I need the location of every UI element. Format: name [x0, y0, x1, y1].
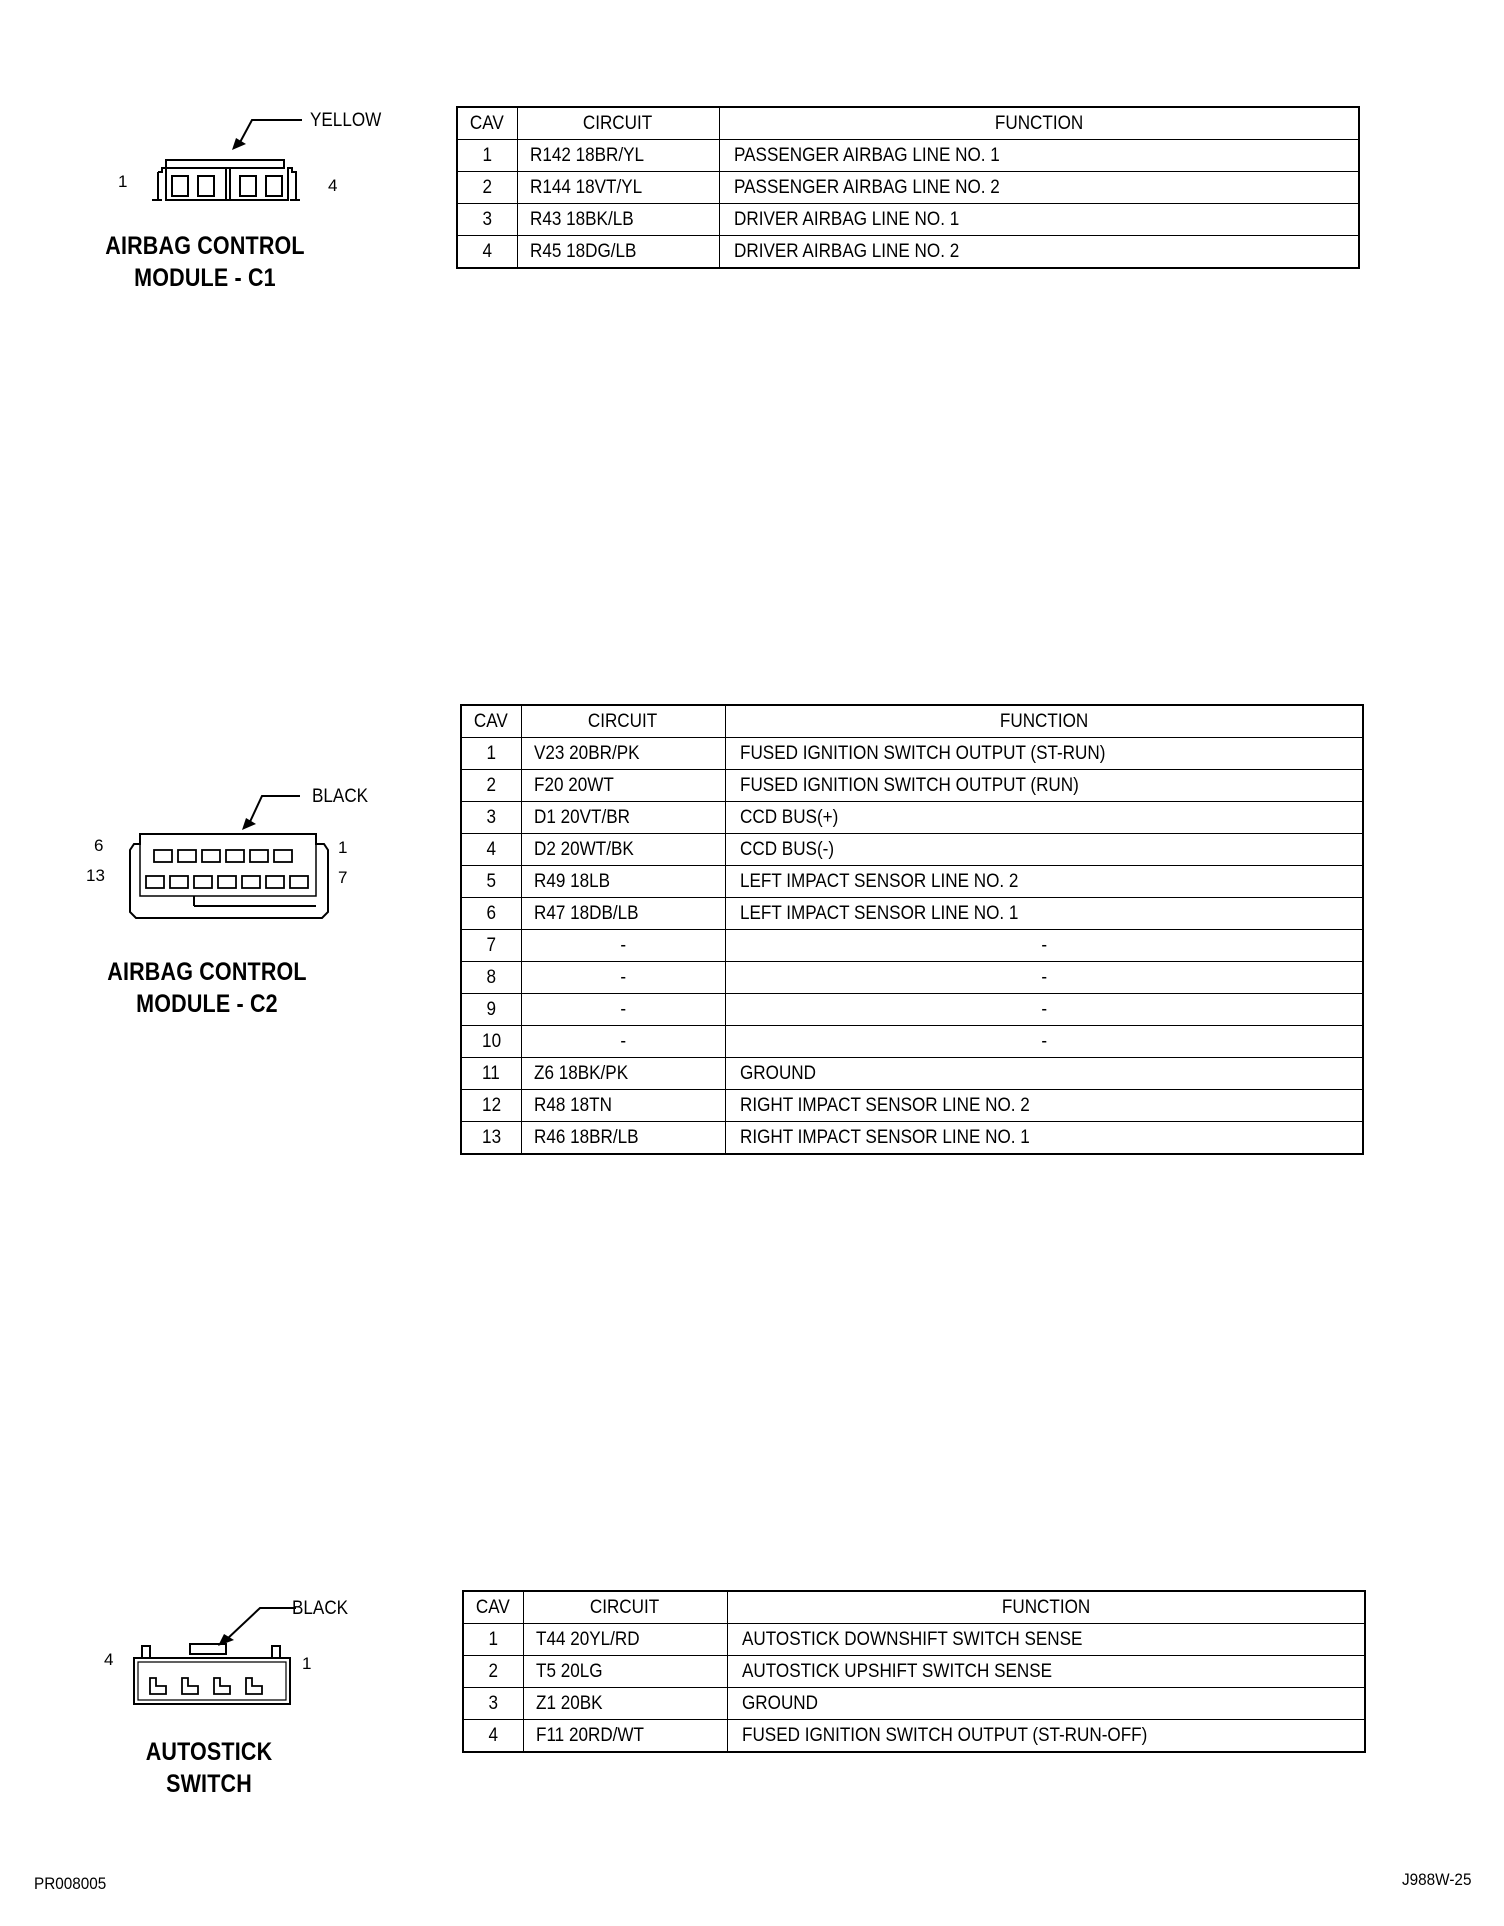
- cell-circuit: R49 18LB: [521, 866, 725, 898]
- cell-cav: 4: [457, 236, 517, 269]
- header-circuit: CIRCUIT: [523, 1591, 727, 1624]
- connector-name-line1: AIRBAG CONTROL: [107, 958, 307, 986]
- table-header-row: [457, 107, 1359, 140]
- cell-cav: 2: [461, 770, 521, 802]
- cell-function: AUTOSTICK DOWNSHIFT SWITCH SENSE: [727, 1624, 1365, 1656]
- cell-cav: 1: [461, 738, 521, 770]
- table-row: [461, 1090, 1363, 1122]
- connector-name-line2: MODULE - C2: [136, 990, 278, 1018]
- cell-circuit: T5 20LG: [523, 1656, 727, 1688]
- cell-cav: 1: [463, 1624, 523, 1656]
- cell-circuit: D1 20VT/BR: [521, 802, 725, 834]
- cell-circuit: V23 20BR/PK: [521, 738, 725, 770]
- cell-function: GROUND: [725, 1058, 1363, 1090]
- cell-circuit: Z1 20BK: [523, 1688, 727, 1720]
- connector-color-label: BLACK: [312, 786, 369, 807]
- table-row: [461, 802, 1363, 834]
- cell-circuit: -: [521, 930, 725, 962]
- header-circuit: CIRCUIT: [517, 107, 719, 140]
- cell-function: CCD BUS(+): [725, 802, 1363, 834]
- table-row: [457, 236, 1359, 269]
- cell-cav: 4: [463, 1720, 523, 1753]
- cell-circuit: R142 18BR/YL: [517, 140, 719, 172]
- cell-function: FUSED IGNITION SWITCH OUTPUT (RUN): [725, 770, 1363, 802]
- table-row: [461, 834, 1363, 866]
- cell-circuit: -: [521, 962, 725, 994]
- cell-circuit: F20 20WT: [521, 770, 725, 802]
- connector-name: [93, 1736, 325, 1800]
- table-row: [461, 1122, 1363, 1155]
- table-row: [461, 994, 1363, 1026]
- pinout-table-c2: [460, 704, 1364, 1155]
- connector-color-label: BLACK: [292, 1598, 349, 1619]
- cell-function: FUSED IGNITION SWITCH OUTPUT (ST-RUN): [725, 738, 1363, 770]
- header-cav: CAV: [461, 705, 521, 738]
- cell-function: LEFT IMPACT SENSOR LINE NO. 1: [725, 898, 1363, 930]
- cell-cav: 8: [461, 962, 521, 994]
- cell-cav: 7: [461, 930, 521, 962]
- cell-cav: 13: [461, 1122, 521, 1155]
- cell-circuit: R48 18TN: [521, 1090, 725, 1122]
- header-function: FUNCTION: [719, 107, 1359, 140]
- cell-circuit: R45 18DG/LB: [517, 236, 719, 269]
- header-function: FUNCTION: [727, 1591, 1365, 1624]
- cell-function: GROUND: [727, 1688, 1365, 1720]
- autostick-switch-diagram: [120, 1596, 320, 1716]
- table-row: [461, 962, 1363, 994]
- connector-name-line2: SWITCH: [166, 1770, 252, 1798]
- table-row: [461, 866, 1363, 898]
- cell-circuit: R46 18BR/LB: [521, 1122, 725, 1155]
- pin-label-top-left: 6: [94, 836, 104, 855]
- pin-label-top-right: 1: [338, 838, 348, 857]
- cell-function: PASSENGER AIRBAG LINE NO. 2: [719, 172, 1359, 204]
- cell-function: FUSED IGNITION SWITCH OUTPUT (ST-RUN-OFF): [727, 1720, 1365, 1753]
- cell-cav: 1: [457, 140, 517, 172]
- table-row: [461, 1058, 1363, 1090]
- table-row: [457, 204, 1359, 236]
- connector-name: [91, 956, 323, 1020]
- cell-function: -: [725, 962, 1363, 994]
- pin-label-bottom-right: 7: [338, 868, 348, 887]
- cell-function: LEFT IMPACT SENSOR LINE NO. 2: [725, 866, 1363, 898]
- table-header-row: [463, 1591, 1365, 1624]
- cell-cav: 2: [457, 172, 517, 204]
- cell-function: CCD BUS(-): [725, 834, 1363, 866]
- header-cav: CAV: [457, 107, 517, 140]
- table-row: [461, 898, 1363, 930]
- table-header-row: [461, 705, 1363, 738]
- pinout-table-c1: [456, 106, 1360, 269]
- table-row: [457, 140, 1359, 172]
- cell-function: DRIVER AIRBAG LINE NO. 2: [719, 236, 1359, 269]
- cell-cav: 3: [463, 1688, 523, 1720]
- cell-circuit: D2 20WT/BK: [521, 834, 725, 866]
- cell-circuit: R47 18DB/LB: [521, 898, 725, 930]
- cell-cav: 3: [457, 204, 517, 236]
- table-row: [463, 1624, 1365, 1656]
- connector-color-label: YELLOW: [310, 110, 382, 131]
- cell-circuit: T44 20YL/RD: [523, 1624, 727, 1656]
- cell-cav: 2: [463, 1656, 523, 1688]
- table-row: [461, 738, 1363, 770]
- pin-label-left: 1: [118, 172, 128, 191]
- connector-name-line1: AIRBAG CONTROL: [105, 232, 305, 260]
- cell-cav: 11: [461, 1058, 521, 1090]
- connector-name: [89, 230, 321, 294]
- cell-cav: 12: [461, 1090, 521, 1122]
- table-row: [461, 1026, 1363, 1058]
- pin-label-right: 4: [328, 176, 338, 195]
- cell-circuit: R144 18VT/YL: [517, 172, 719, 204]
- table-row: [461, 930, 1363, 962]
- cell-circuit: F11 20RD/WT: [523, 1720, 727, 1753]
- cell-function: -: [725, 1026, 1363, 1058]
- cell-function: PASSENGER AIRBAG LINE NO. 1: [719, 140, 1359, 172]
- cell-cav: 9: [461, 994, 521, 1026]
- footer-right-code: J988W-25: [1402, 1870, 1472, 1889]
- table-row: [463, 1656, 1365, 1688]
- connector-name-line2: MODULE - C1: [134, 264, 276, 292]
- cell-function: DRIVER AIRBAG LINE NO. 1: [719, 204, 1359, 236]
- header-function: FUNCTION: [725, 705, 1363, 738]
- cell-function: RIGHT IMPACT SENSOR LINE NO. 2: [725, 1090, 1363, 1122]
- cell-function: -: [725, 930, 1363, 962]
- cell-circuit: -: [521, 1026, 725, 1058]
- cell-function: RIGHT IMPACT SENSOR LINE NO. 1: [725, 1122, 1363, 1155]
- cell-circuit: R43 18BK/LB: [517, 204, 719, 236]
- cell-cav: 6: [461, 898, 521, 930]
- footer-left-code: PR008005: [34, 1874, 107, 1893]
- cell-cav: 4: [461, 834, 521, 866]
- cell-cav: 3: [461, 802, 521, 834]
- cell-function: AUTOSTICK UPSHIFT SWITCH SENSE: [727, 1656, 1365, 1688]
- table-row: [461, 770, 1363, 802]
- table-row: [463, 1720, 1365, 1753]
- connector-name-line1: AUTOSTICK: [145, 1738, 273, 1766]
- cell-circuit: -: [521, 994, 725, 1026]
- cell-cav: 5: [461, 866, 521, 898]
- cell-cav: 10: [461, 1026, 521, 1058]
- pinout-table-autostick: [462, 1590, 1366, 1753]
- header-circuit: CIRCUIT: [521, 705, 725, 738]
- header-cav: CAV: [463, 1591, 523, 1624]
- pin-label-bottom-left: 13: [86, 866, 105, 885]
- cell-circuit: Z6 18BK/PK: [521, 1058, 725, 1090]
- cell-function: -: [725, 994, 1363, 1026]
- pin-label-right: 1: [302, 1654, 312, 1673]
- table-row: [457, 172, 1359, 204]
- table-row: [463, 1688, 1365, 1720]
- pin-label-left: 4: [104, 1650, 114, 1669]
